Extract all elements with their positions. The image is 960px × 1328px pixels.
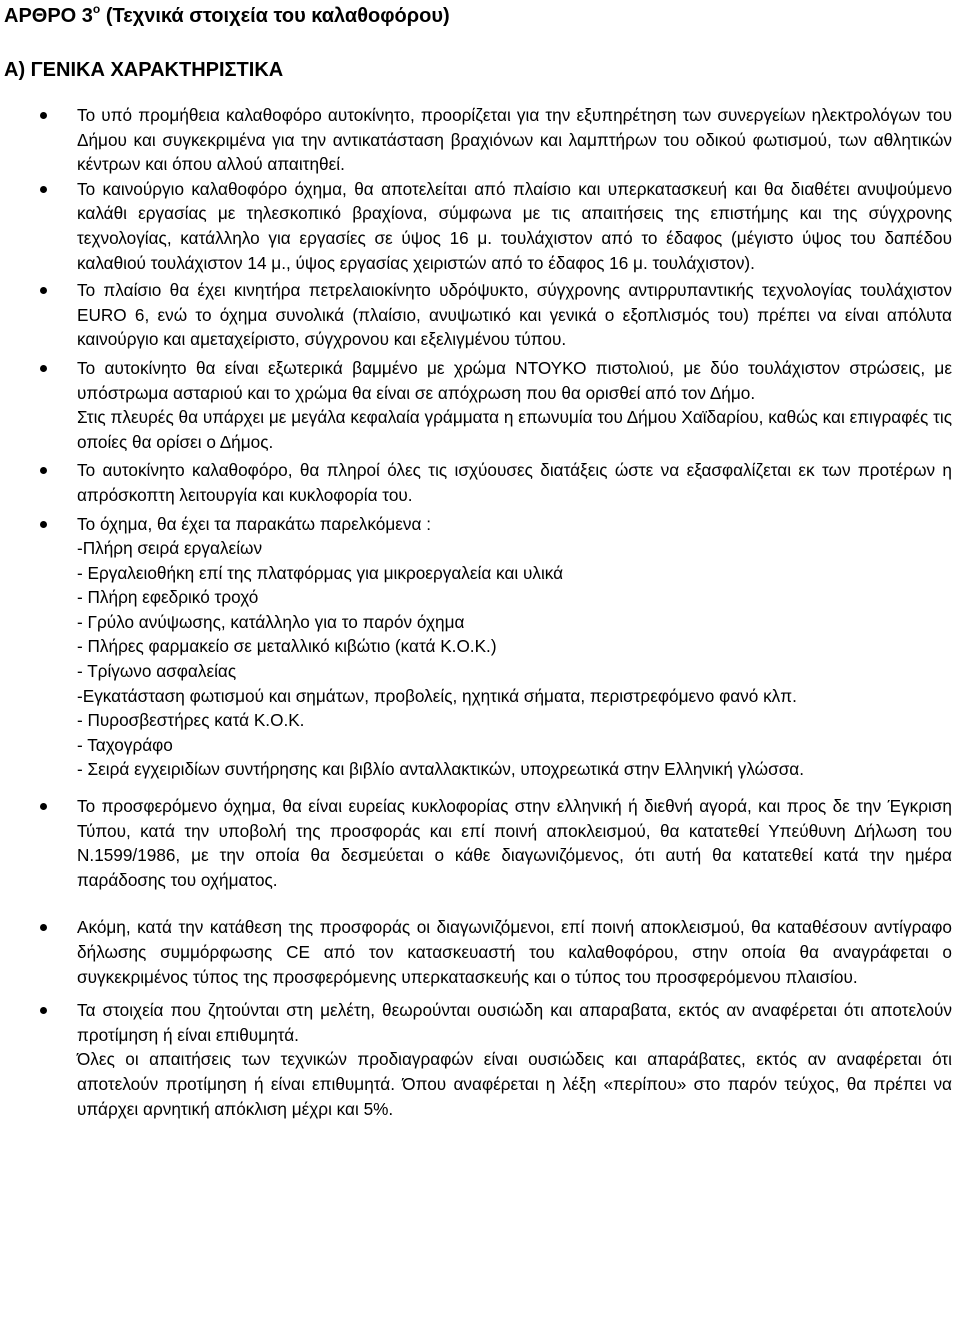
paragraph-text: Το αυτοκίνητο καλαθοφόρο, θα πληροί όλες τις ισχύουσες διατάξεις ώστε να εξασφαλίζεται εκ των προτέρων η απρόσκοπτη λειτουργία και κυκλοφορία του.	[77, 460, 952, 505]
paragraph-text: Το καινούργιο καλαθοφόρο όχημα, θα αποτελείται από πλαίσιο και υπερκατασκευή και θα διαθέτει ανυψούμενο καλάθι εργασίας με τηλεσκοπικό βραχίονα, σύμφωνα με τις απαιτήσεις της επιστήμης και της σύγχρονης τεχνολογίας, κατάλληλο για εργασίες σε ύψος 16 μ. τουλάχιστον από το έδαφος (μέγιστο ύψος του δαπέδου καλαθιού τουλάχιστον 14 μ., ύψος εργασίας χειριστών από το έδαφος 16 μ. τουλάχιστον).	[77, 178, 952, 273]
paragraph-text: - Τρίγωνο ασφαλείας	[77, 661, 237, 682]
list-item	[4, 356, 952, 454]
bullet-icon	[40, 287, 47, 294]
paragraph-text: - Πλήρη εφεδρικό τροχό	[77, 587, 259, 608]
list-item	[4, 998, 952, 1121]
paragraph-text: Το όχημα, θα έχει τα παρακάτω παρελκόμενα :	[77, 513, 431, 534]
list-item	[4, 915, 952, 989]
paragraph-text: - Ταχογράφο	[77, 734, 173, 755]
paragraph-text: Το υπό προμήθεια καλαθοφόρο αυτοκίνητο, προορίζεται για την εξυπηρέτηση των συνεργείων ηλεκτρολόγων του Δήμου και συγκεκριμένα για την αντικατάσταση βραχιόνων και λαμπτήρων του οδικού φωτισμού, των αθλητικών κέντρων και όπου αλλού απαιτηθεί.	[77, 105, 952, 175]
paragraph-text: Το αυτοκίνητο θα είναι εξωτερικά βαμμένο με χρώμα ΝΤΟΥΚΟ πιστολιού, με δύο τουλάχιστον στρώσεις, με υπόστρωμα ασταριού και το χρώμα θα είναι σε απόχρωση που θα ορισθεί από τον Δήμο.	[77, 357, 952, 403]
list-item	[4, 458, 952, 507]
bullet-icon	[40, 365, 47, 372]
paragraph-text: Το προσφερόμενο όχημα, θα είναι ευρείας κυκλοφορίας στην ελληνική ή διεθνή αγορά, και προς δε την Έγκριση Τύπου, κατά την υποβολή της προσφοράς και επί ποινή αποκλεισμού, θα κατατεθεί Υπεύθυνη Δήλωση του Ν.1599/1986, με την οποία θα δεσμεύεται ο κάθε διαγωνιζόμενος, ότι αυτή θα κατατεθεί κατά την ημέρα παράδοσης του οχήματος.	[77, 796, 952, 890]
list-item	[4, 794, 952, 892]
paragraph-text: - Γρύλο ανύψωσης, κατάλληλο για το παρόν όχημα	[77, 611, 465, 632]
paragraph-text: Τα στοιχεία που ζητούνται στη μελέτη, θεωρούνται ουσιώδη και απαραβατα, εκτός αν αναφέρεται ότι αποτελούν προτίμηση ή είναι επιθυμητά.	[77, 1000, 952, 1045]
bullet-icon	[40, 924, 47, 931]
paragraph-text: Το πλαίσιο θα έχει κινητήρα πετρελαιοκίνητο υδρόψυκτο, σύγχρονης αντιρρυπαντικής τεχνολογίας τουλάχιστον EURO 6, ενώ το όχημα συνολικά (πλαίσιο, ανυψωτικό και γενικά ο εξοπλισμός του) πρέπει να είναι απόλυτα καινούργιο και αμεταχείριστο, σύγχρονου και εξελιγμένου τύπου.	[77, 280, 952, 350]
bullet-icon	[40, 186, 47, 193]
list-item	[4, 278, 952, 352]
bullet-icon	[40, 467, 47, 474]
title-suffix: (Τεχνικά στοιχεία του καλαθοφόρου)	[100, 5, 450, 27]
list-item	[4, 177, 952, 275]
bullet-icon	[40, 521, 47, 528]
list-item	[4, 512, 952, 783]
bullet-icon	[40, 1007, 47, 1014]
paragraph-text: - Πυροσβεστήρες κατά Κ.Ο.Κ.	[77, 710, 305, 731]
title-superscript: ο	[92, 2, 101, 16]
article-title	[4, 4, 952, 28]
paragraph-text: - Πλήρες φαρμακείο σε μεταλλικό κιβώτιο (κατά Κ.Ο.Κ.)	[77, 636, 497, 657]
paragraph-text: - Σειρά εγχειριδίων συντήρησης και βιβλίο ανταλλακτικών, υποχρεωτικά στην Ελληνική γλώσσα.	[77, 759, 805, 780]
section-heading: Α) ΓΕΝΙΚΑ ΧΑΡΑΚΤΗΡΙΣΤΙΚΑ	[4, 59, 284, 81]
paragraph-text: Όλες οι απαιτήσεις των τεχνικών προδιαγραφών είναι ουσιώδεις και απαράβατες, εκτός αν αναφέρεται ότι αποτελούν προτίμηση ή είναι επιθυμητά. Όπου αναφέρεται η λέξη «περίπου» στο παρόν τεύχος, θα πρέπει να υπάρχει αρνητική απόκλιση μέχρι και 5%.	[77, 1049, 952, 1119]
bullet-icon	[40, 112, 47, 119]
paragraph-text: Ακόμη, κατά την κατάθεση της προσφοράς οι διαγωνιζόμενοι, επί ποινή αποκλεισμού, θα καταθέσουν αντίγραφο δήλωσης συμμόρφωσης CE από τον κατασκευαστή του καλαθοφόρου, στην οποία θα αναγράφεται ο συγκεκριμένος τύπος της προσφερόμενης υπερκατασκευής και ο τύπος του προσφερόμενου πλαισίου.	[77, 917, 952, 987]
paragraph-text: -Εγκατάσταση φωτισμού και σημάτων, προβολείς, ηχητικά σήματα, περιστρεφόμενο φανό κλπ.	[77, 685, 797, 706]
title-prefix: ΑΡΘΡΟ 3	[4, 5, 93, 27]
paragraph-text: Στις πλευρές θα υπάρχει με μεγάλα κεφαλαία γράμματα η επωνυμία του Δήμου Χαϊδαρίου, καθώς και επιγραφές τις οποίες θα ορίσει ο Δήμος.	[77, 407, 952, 452]
document-page	[0, 4, 960, 1121]
requirements-list	[4, 103, 952, 1121]
list-item	[4, 103, 952, 177]
paragraph-text: -Πλήρη σειρά εργαλείων	[77, 538, 263, 559]
paragraph-text: - Εργαλειοθήκη επί της πλατφόρμας για μικροεργαλεία και υλικά	[77, 562, 564, 583]
bullet-icon	[40, 803, 47, 810]
